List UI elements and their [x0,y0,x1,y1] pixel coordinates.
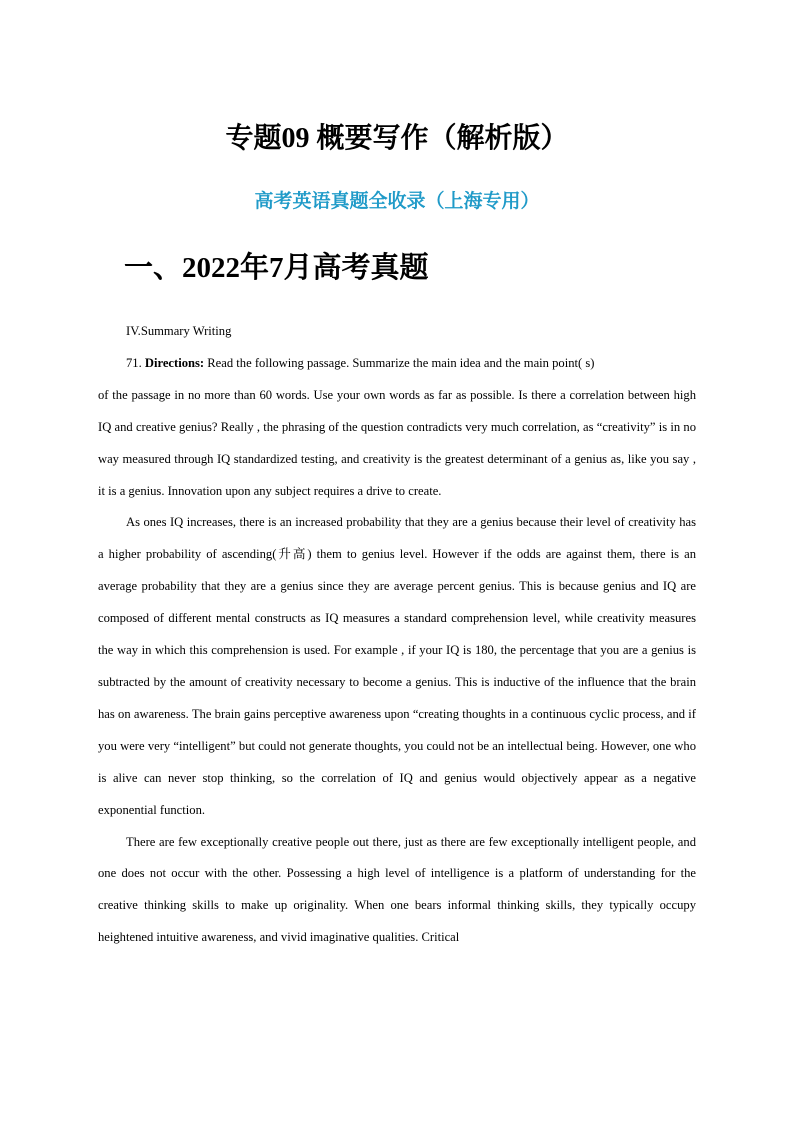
paragraph-2: As ones IQ increases, there is an increased probability that they are a genius because their level of creativity has a higher probability of ascending(升高) them to genius level. However if the odds are against them, there is an average probability that they are a genius since they are average percent genius. This is because genius and IQ are composed of different mental constructs as IQ measures a standard comprehension level, while creativity measures the way in which this comprehension is used. For example , if your IQ is 180, the percentage that you are a genius is subtracted by the amount of creativity necessary to become a genius. This is inductive of the influence that the brain has on awareness. The brain gains perceptive awareness upon “creating thoughts in a continuous cyclic process, and if you were very “intelligent” but could not generate thoughts, you could not be an intellectual being. However, one who is alive can never stop thinking, so the correlation of IQ and genius would objectively appear as a negative exponential function. [98,515,696,817]
section-heading: 一、2022年7月高考真题 [124,252,429,284]
paragraph-1: of the passage in no more than 60 words. Use your own words as far as possible. Is there a correlation between high IQ and creative genius? Really , the phrasing of the question contradicts very much correlation, as “creativity” is in no way measured through IQ standardized testing, and creativity is the greatest determinant of a genius as, like you say , it is a genius. Innovation upon any subject requires a drive to create. [98,387,696,498]
paragraph-3: There are few exceptionally creative people out there, just as there are few exceptionally intelligent people, and one does not occur with the other. Possessing a high level of intelligence is a platform of understanding for the creative thinking skills to make up originality. When one bears informal thinking skills, they typically occupy heightened intuitive awareness, and vivid imaginative qualities. Critical [98,834,696,945]
question-number: 71. [126,355,145,370]
document-subtitle: 高考英语真题全收录（上海专用） [254,191,540,212]
document-body [98,316,696,954]
document-title: 专题09 概要写作（解析版） [225,123,569,154]
directions-line [98,348,696,380]
directions-label: Directions: [144,355,205,370]
directions-text: Read the following passage. Summarize the main idea and the main point( s) [204,355,595,370]
section-label: IV.Summary Writing [126,324,232,338]
